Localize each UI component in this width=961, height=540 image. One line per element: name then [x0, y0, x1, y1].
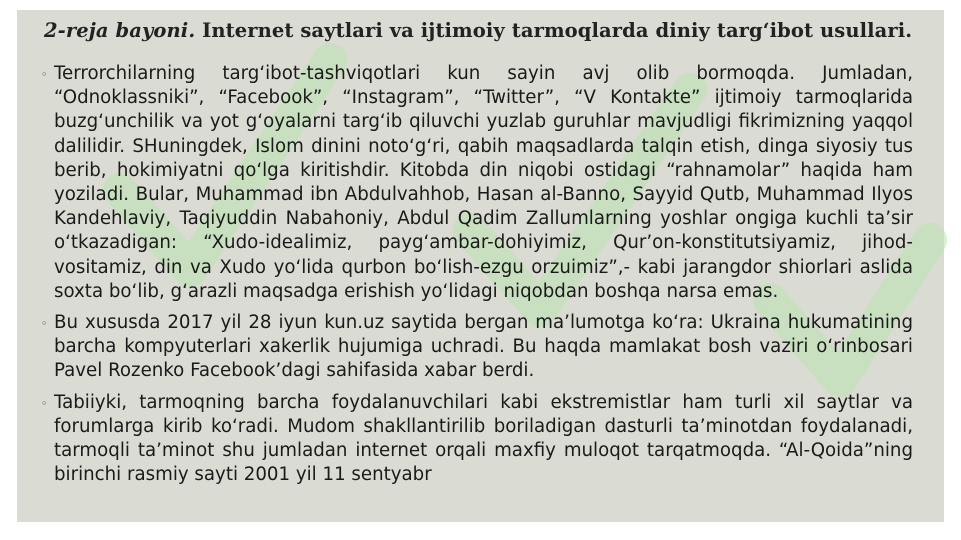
paragraph-text: Tabiiyki, tarmoqning barcha foydalanuvchilari kabi ekstremistlar ham turli xil saytlar va forumlarga kirib ko‘radi. Mudom shakllantirilib boriladigan dasturli ta’minotdan foydalanadi, tarmoqli ta’minot shu jumladan internet orqali maxfiy muloqot tarqatmoqda. “Al-Qoida”ning birinchi rasmiy sayti 2001 yil 11 sentyabr — [54, 391, 913, 486]
bullet-marker: ◦ — [41, 396, 48, 410]
bullet-item — [41, 391, 913, 488]
bullet-item — [41, 62, 913, 304]
bullet-marker: ◦ — [41, 68, 48, 81]
slide-title — [44, 19, 944, 42]
title-plan-label: 2-reja bayoni. — [44, 19, 196, 42]
slide-body — [41, 62, 913, 494]
paragraph-text: Bu xususda 2017 yil 28 iyun kun.uz saytida bergan ma’lumotga ko‘ra: Ukraina hukumatining barcha kompyuterlari xakerlik hujumiga uchradi. Bu haqda mamlakat bosh vaziri o‘rinbosari Pavel Rozenko Facebook’dagi sahifasida xabar berdi. — [54, 312, 913, 382]
title-text: Internet saytlari va ijtimoiy tarmoqlarda diniy targ‘ibot usullari. — [195, 19, 913, 42]
bullet-marker: ◦ — [41, 317, 48, 331]
paragraph-text: Terrorchilarning targ‘ibot-tashviqotlari kun sayin avj olib bormoqda. Jumladan, “Odnoklassniki”, “Facebook”, “Instagram”, “Twitter”, “V Kontakte” ijtimoiy tarmoqlarida buzg‘unchilik va yot g‘oyalarni targ‘ib qiluvchi yuzlab guruhlar mavjudligi fikrimizning yaqqol dalilidir. SHuningdek, Islom dinini noto‘g‘ri, qabih maqsadlarda talqin etish, dinga siyosiy tus berib, hokimiyatni qo‘lga kiritishdir. Kitobda din niqobi ostidagi “rahnamolar” haqida ham yoziladi. Bular, Muhammad ibn Abdulvahhob, Hasan al-Banno, Sayyid Qutb, Muhammad Ilyos Kandehlaviy, Taqiyuddin Nabahoniy, Abdul Qadim Zallumlarning yoshlar ongiga kuchli ta’sir o‘tkazadigan: “Xudo-idealimiz, payg‘ambar-dohiyimiz, Qur’on-konstitutsiyamiz, jihod-vositamiz, din va Xudo yo‘lida qurbon bo‘lish-ezgu orzuimiz”,- kabi jarangdor shiorlari aslida soxta bo‘lib, g‘arazli maqsadga erishish yo‘lidagi niqobdan boshqa narsa emas. — [54, 63, 913, 302]
bullet-item — [41, 311, 913, 384]
